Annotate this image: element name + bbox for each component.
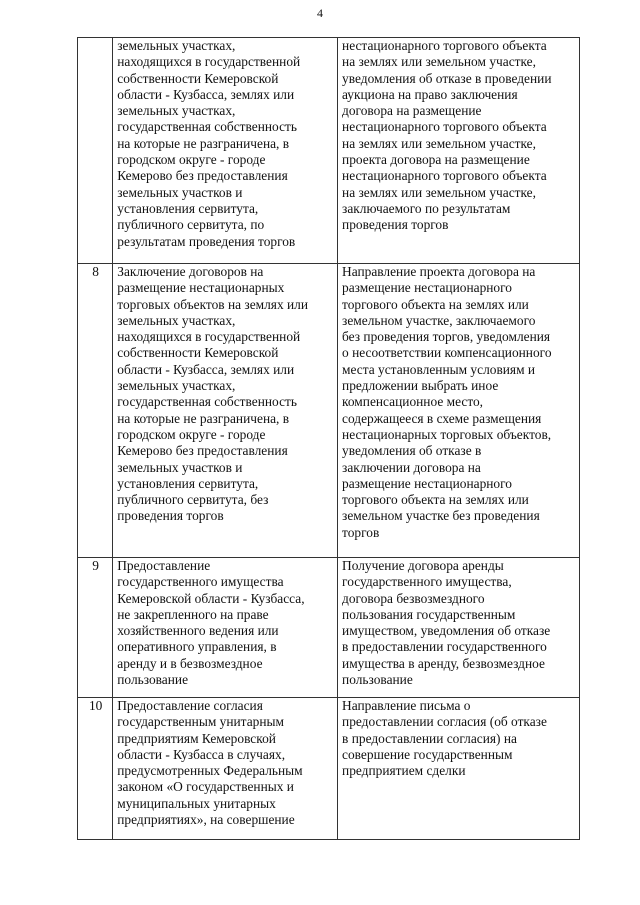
service-result-line: на землях или земельном участке,	[342, 54, 536, 70]
service-name-line: проведения торгов	[117, 508, 224, 524]
service-result-line: торгового объекта на землях или	[342, 296, 529, 312]
service-result-line: размещение нестационарного	[342, 280, 512, 296]
service-result-line: заключении договора на	[342, 459, 481, 475]
service-name-line: результатам проведения торгов	[117, 233, 296, 249]
service-result-line: предложении выбрать иное	[342, 378, 499, 394]
service-name-line: оперативного управления, в	[117, 639, 277, 655]
service-name-line: находящихся в государственной	[117, 329, 301, 345]
service-result-line: предоставлении согласия (об отказе	[342, 714, 547, 730]
service-result-line: заключаемого по результатам	[342, 200, 511, 216]
service-name-cell	[113, 264, 338, 558]
service-result-cell	[338, 38, 580, 264]
service-name-line: земельных участках,	[117, 312, 236, 328]
service-name-line: предусмотренных Федеральным	[117, 763, 303, 779]
service-name-line: государственная собственность	[117, 119, 297, 135]
service-result-line: совершение государственным	[342, 746, 513, 762]
service-name-line: публичного сервитута, без	[117, 492, 269, 508]
service-result-line: проведения торгов	[342, 217, 449, 233]
service-result-line: уведомления об отказе в	[342, 443, 482, 459]
service-result-line: пользования государственным	[342, 606, 516, 622]
service-name-line: Предоставление согласия	[117, 698, 263, 713]
service-result-cell	[338, 558, 580, 698]
service-name-line: публичного сервитута, по	[117, 217, 265, 233]
service-result-line: земельном участке, заключаемого	[342, 312, 536, 328]
row-number-cell	[78, 558, 113, 698]
service-result-line: предприятием сделки	[342, 763, 466, 779]
service-result-line: земельном участке без проведения	[342, 508, 540, 524]
service-name-line: области - Кузбасса в случаях,	[117, 746, 286, 762]
service-result-line: нестационарного торгового объекта	[342, 38, 547, 53]
service-name-line: государственная собственность	[117, 394, 297, 410]
service-result-line: о несоответствии компенсационного	[342, 345, 552, 361]
table-row	[78, 698, 580, 840]
service-name-line: пользование	[117, 672, 189, 688]
service-name-line: области - Кузбасса, землях или	[117, 361, 295, 377]
service-name-line: земельных участков и	[117, 184, 243, 200]
service-name-line: предприятиях», на совершение	[117, 812, 295, 828]
service-result-line: нестационарных торговых объектов,	[342, 426, 552, 442]
service-name-line: Кемеровской области - Кузбасса,	[117, 590, 305, 606]
service-result-line: места установленным условиям и	[342, 361, 536, 377]
service-name-line: установления сервитута,	[117, 200, 259, 216]
service-result-line: уведомления об отказе в проведении	[342, 70, 552, 86]
service-result-line: имущества в аренду, безвозмездное	[342, 655, 545, 671]
row-number: 10	[88, 698, 103, 713]
service-name-line: законом «О государственных и	[117, 779, 294, 795]
service-result-line: договора на размещение	[342, 103, 482, 119]
service-name-line: государственным унитарным	[117, 714, 284, 730]
service-name-line: предприятиям Кемеровской	[117, 730, 276, 746]
service-result-line: проекта договора на размещение	[342, 152, 530, 168]
service-name-line: аренду и в безвозмездное	[117, 655, 263, 671]
service-name-line: хозяйственного ведения или	[117, 623, 279, 639]
service-name-line: городском округе - городе	[117, 426, 266, 442]
service-name-line: Кемерово без предоставления	[117, 443, 288, 459]
service-result-line: в предоставлении согласия) на	[342, 730, 517, 746]
service-result-line: в предоставлении государственного	[342, 639, 547, 655]
table-row	[78, 38, 580, 264]
service-result-line: договора безвозмездного	[342, 590, 485, 606]
service-result-line: Направление проекта договора на	[342, 264, 536, 279]
service-result-line: Получение договора аренды	[342, 558, 504, 573]
service-result-line: аукциона на право заключения	[342, 86, 518, 102]
service-name-line: муниципальных унитарных	[117, 795, 276, 811]
service-name-line: земельных участков и	[117, 459, 243, 475]
service-result-line: без проведения торгов, уведомления	[342, 329, 551, 345]
row-number-cell	[78, 698, 113, 840]
service-name-line: Кемерово без предоставления	[117, 168, 288, 184]
service-name-cell	[113, 558, 338, 698]
service-result-line: нестационарного торгового объекта	[342, 168, 547, 184]
services-table	[77, 37, 580, 840]
page-number: 4	[317, 6, 323, 20]
row-number-cell	[78, 38, 113, 264]
service-result-cell	[338, 698, 580, 840]
service-result-line: Направление письма о	[342, 698, 471, 713]
service-name-line: на которые не разграничена, в	[117, 410, 290, 426]
service-name-line: государственного имущества	[117, 574, 284, 590]
service-result-line: содержащееся в схеме размещения	[342, 410, 542, 426]
service-name-line: городском округе - городе	[117, 152, 266, 168]
service-name-line: собственности Кемеровской	[117, 70, 279, 86]
service-result-line: на землях или земельном участке,	[342, 184, 536, 200]
service-result-line: на землях или земельном участке,	[342, 135, 536, 151]
service-name-line: находящихся в государственной	[117, 54, 301, 70]
service-result-line: государственного имущества,	[342, 574, 512, 590]
service-result-line: торгового объекта на землях или	[342, 492, 529, 508]
service-name-line: области - Кузбасса, землях или	[117, 86, 295, 102]
row-number-cell	[78, 264, 113, 558]
service-name-line: Предоставление	[117, 558, 211, 573]
service-name-line: не закрепленного на праве	[117, 606, 269, 622]
service-name-line: земельных участках,	[117, 38, 236, 53]
service-name-line: на которые не разграничена, в	[117, 135, 290, 151]
page-bottom-margin	[77, 842, 581, 905]
service-name-line: Заключение договоров на	[117, 264, 264, 279]
table-row	[78, 558, 580, 698]
table-row	[78, 264, 580, 558]
service-name-cell	[113, 698, 338, 840]
service-result-line: имуществом, уведомления об отказе	[342, 623, 551, 639]
service-result-line: торгов	[342, 524, 380, 540]
row-number: 8	[92, 264, 99, 279]
row-number: 9	[92, 558, 99, 573]
service-name-line: земельных участках,	[117, 378, 236, 394]
service-result-cell	[338, 264, 580, 558]
service-name-line: земельных участках,	[117, 103, 236, 119]
service-name-line: установления сервитута,	[117, 475, 259, 491]
service-name-line: собственности Кемеровской	[117, 345, 279, 361]
service-result-line: пользование	[342, 672, 413, 688]
service-name-cell	[113, 38, 338, 264]
service-result-line: нестационарного торгового объекта	[342, 119, 547, 135]
service-result-line: размещение нестационарного	[342, 475, 512, 491]
service-name-line: торговых объектов на землях или	[117, 296, 309, 312]
service-result-line: компенсационное место,	[342, 394, 484, 410]
service-name-line: размещение нестационарных	[117, 280, 285, 296]
